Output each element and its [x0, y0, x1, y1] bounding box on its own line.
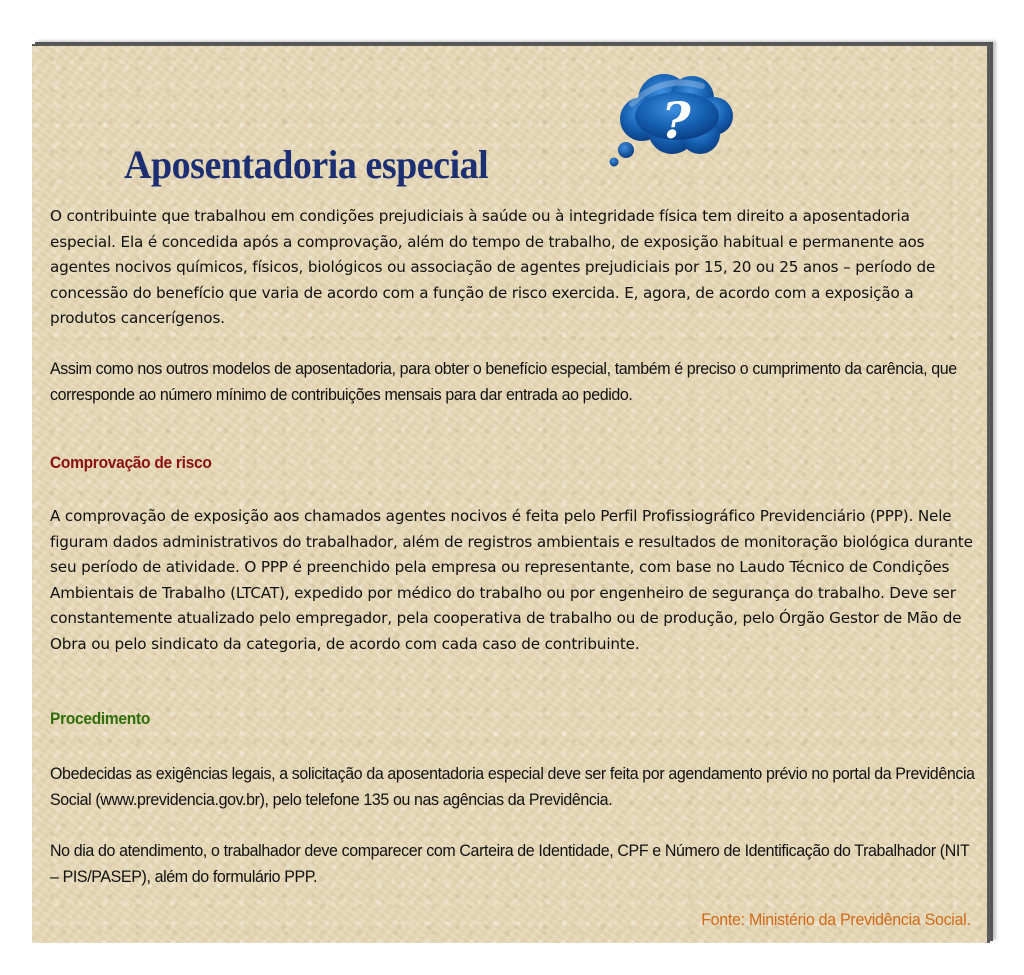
intro-paragraph-2: Assim como nos outros modelos de aposentadoria, para obter o benefício especial, também é preciso o cumprimento da carência, que corresponde ao número mínimo de contribuições mensais para dar entrada ao pedido.: [50, 359, 957, 404]
procedure-paragraph-1: Obedecidas as exigências legais, a solicitação da aposentadoria especial deve ser feita por agendamento prévio no portal da Previdência Social (www.previdencia.gov.br), pelo telefone 135 ou nas agências da Previdência.: [50, 764, 975, 809]
risk-proof-paragraph: A comprovação de exposição aos chamados agentes nocivos é feita pelo Perfil Profissiográfico Previdenciário (PPP). Nele figuram dados administrativos do trabalhador, além de registros ambientais e resultados de monitoração biológica durante seu período de atividade. O PPP é preenchido pela empresa ou representante, com base no Laudo Técnico de Condições Ambientais de Trabalho (LTCAT), expedido por médico do trabalho ou por engenheiro de segurança do trabalho. Deve ser constantemente atualizado pelo empregador, pela cooperativa de trabalho ou de produção, pelo Órgão Gestor de Mão de Obra ou pelo sindicato da categoria, de acordo com cada caso de contribuinte.: [50, 507, 973, 653]
intro-paragraph-1: O contribuinte que trabalhou em condições prejudiciais à saúde ou à integridade física tem direito a aposentadoria especial. Ela é concedida após a comprovação, além do tempo de trabalho, de exposição habitual e permanente aos agentes nocivos químicos, físicos, biológicos ou associação de agentes prejudiciais por 15, 20 ou 25 anos – período de concessão do benefício que varia de acordo com a função de risco exercida. E, agora, de acordo com a exposição a produtos cancerígenos.: [50, 207, 936, 327]
info-panel: [32, 44, 990, 943]
question-cloud-icon: [592, 64, 742, 174]
svg-text:?: ?: [661, 91, 691, 150]
section-heading-procedure: Procedimento: [50, 710, 151, 728]
section-heading-risk-proof: Comprovação de risco: [50, 454, 212, 472]
procedure-paragraph-2: No dia do atendimento, o trabalhador deve comparecer com Carteira de Identidade, CPF e Número de Identificação do Trabalhador (NIT – PIS/PASEP), além do formulário PPP.: [50, 841, 970, 886]
source-citation: Fonte: Ministério da Previdência Social.: [701, 910, 971, 929]
page-title: Aposentadoria especial: [124, 142, 489, 187]
